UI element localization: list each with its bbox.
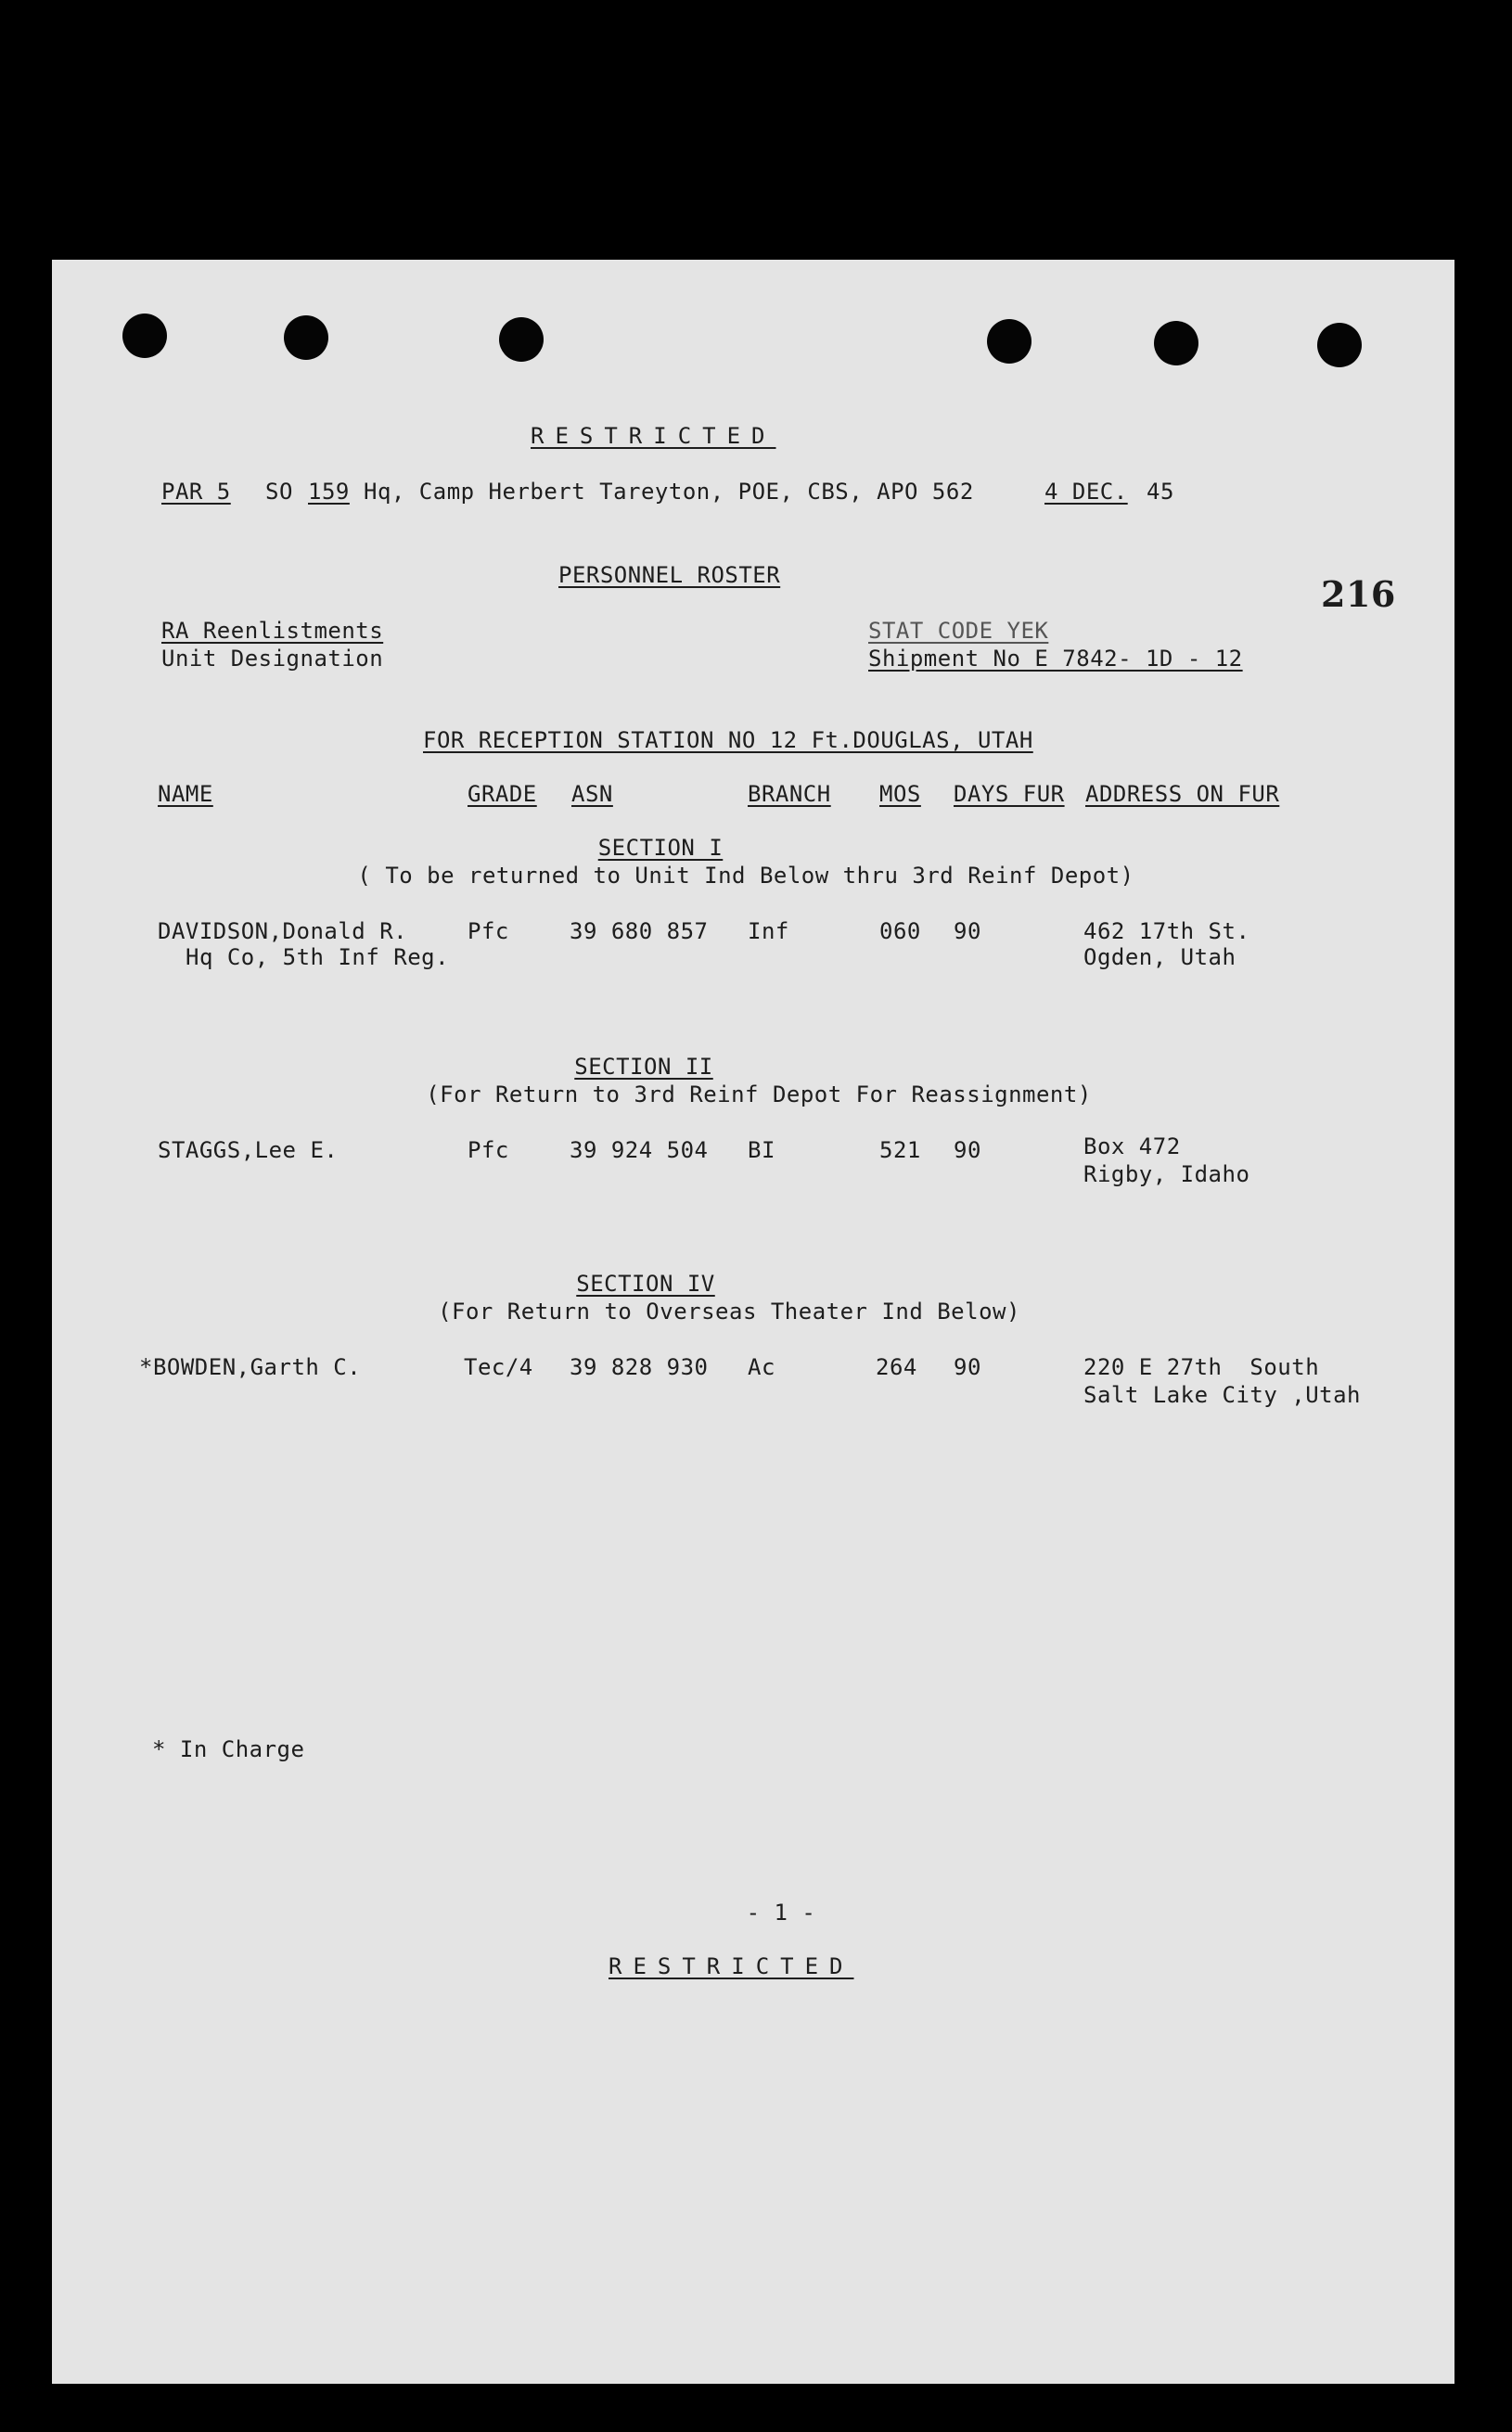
column-asn: ASN — [571, 781, 613, 807]
section-heading: SECTION I — [597, 835, 724, 861]
roster-address-line1: 220 E 27th South — [1083, 1354, 1320, 1380]
roster-address-line1: 462 17th St. — [1083, 918, 1250, 944]
staging-code: STAT CODE YEK — [868, 618, 1049, 644]
roster-asn: 39 924 504 — [570, 1137, 709, 1163]
punch-hole — [1154, 321, 1198, 365]
column-branch: BRANCH — [748, 781, 831, 807]
roster-address-line2: Ogden, Utah — [1083, 944, 1237, 970]
roster-asn: 39 680 857 — [570, 918, 709, 944]
roster-address-line2: Salt Lake City ,Utah — [1083, 1382, 1361, 1408]
roster-days: 90 — [954, 1354, 981, 1380]
roster-days: 90 — [954, 918, 981, 944]
roster-branch: Ac — [748, 1354, 775, 1380]
roster-mos: 521 — [879, 1137, 921, 1163]
punch-hole — [987, 319, 1031, 364]
unit-designation-label: Unit Designation — [161, 646, 384, 672]
punch-hole — [284, 315, 328, 360]
roster-name: *BOWDEN,Garth C. — [139, 1354, 362, 1380]
roster-branch: Inf — [748, 918, 789, 944]
roster-mos: 060 — [879, 918, 921, 944]
page-stamp: 216 — [1321, 573, 1396, 615]
roster-mos: 264 — [876, 1354, 917, 1380]
restricted-bottom: RESTRICTED — [609, 1953, 854, 1979]
section-heading: SECTION IV — [576, 1271, 715, 1297]
reception-line: FOR RECEPTION STATION NO 12 Ft.DOUGLAS, UTAH — [423, 727, 1033, 753]
punch-hole — [122, 314, 167, 358]
section-subheading: ( To be returned to Unit Ind Below thru 3rd Reinf Depot) — [357, 863, 1134, 889]
roster-unit: Hq Co, 5th Inf Reg. — [186, 944, 450, 970]
section-heading: SECTION II — [574, 1054, 713, 1080]
roster-grade: Pfc — [468, 1137, 509, 1163]
page-number: - 1 - — [746, 1900, 816, 1926]
order-date: 4 DEC. — [1044, 479, 1128, 505]
roster-asn: 39 828 930 — [570, 1354, 709, 1380]
punch-hole — [1317, 323, 1362, 367]
column-name: NAME — [158, 781, 213, 807]
column-address: ADDRESS ON FUR — [1085, 781, 1280, 807]
roster-address-line1: Box 472 — [1083, 1133, 1181, 1159]
column-mos: MOS — [879, 781, 921, 807]
roster-name: DAVIDSON,Donald R. — [158, 918, 408, 944]
column-days: DAYS FUR — [954, 781, 1065, 807]
so-label: SO — [265, 479, 293, 505]
column-grade: GRADE — [468, 781, 537, 807]
document-title: PERSONNEL ROSTER — [558, 562, 781, 588]
punch-hole — [499, 317, 544, 362]
restricted-top: RESTRICTED — [531, 423, 776, 449]
par-label: PAR 5 — [161, 479, 231, 505]
roster-name: STAGGS,Lee E. — [158, 1137, 339, 1163]
roster-days: 90 — [954, 1137, 981, 1163]
section-subheading: (For Return to Overseas Theater Ind Below) — [438, 1299, 1020, 1325]
roster-branch: BI — [748, 1137, 775, 1163]
section-subheading: (For Return to 3rd Reinf Depot For Reassignment) — [426, 1082, 1092, 1107]
order-location: Hq, Camp Herbert Tareyton, POE, CBS, APO 562 — [364, 479, 974, 505]
footnote: * In Charge — [152, 1736, 305, 1762]
shipment-number: Shipment No E 7842- 1D - 12 — [868, 646, 1243, 672]
roster-address-line2: Rigby, Idaho — [1083, 1161, 1250, 1187]
so-number: 159 — [308, 479, 350, 505]
roster-grade: Pfc — [468, 918, 509, 944]
unit-name: RA Reenlistments — [161, 618, 384, 644]
order-year: 45 — [1147, 479, 1174, 505]
roster-grade: Tec/4 — [464, 1354, 533, 1380]
